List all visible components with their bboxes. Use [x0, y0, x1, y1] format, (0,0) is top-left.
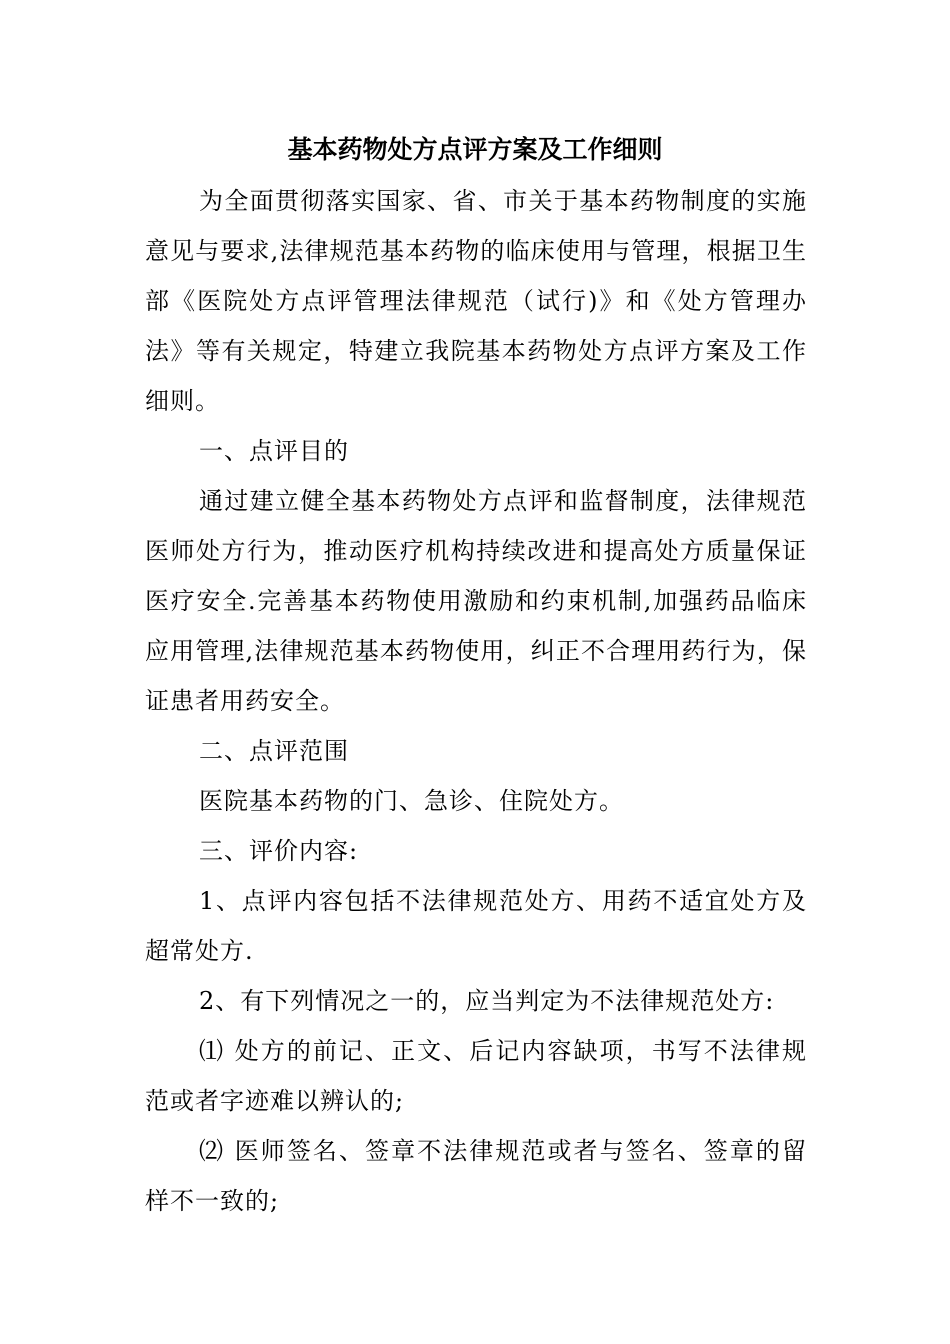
paragraph-item-2: 2、有下列情况之一的，应当判定为不法律规范处方:: [199, 987, 775, 1015]
paragraph-subitem-2: ⑵ 医师签名、签章不法律规范或者与签名、签章的留样不一致的;: [145, 1137, 807, 1215]
paragraph-intro: 为全面贯彻落实国家、省、市关于基本药物制度的实施意见与要求,法律规范基本药物的临床使用与管理，根据卫生部《医院处方点评管理法律规范（试行)》和《处方管理办法》等有关规定，特建立我院基本药物处方点评方案及工作细则。: [145, 187, 807, 415]
paragraph-scope: 医院基本药物的门、急诊、住院处方。: [199, 787, 624, 815]
section-heading-scope: 二、点评范围: [199, 737, 349, 765]
section-heading-content: 三、评价内容:: [199, 837, 359, 865]
paragraph-subitem-1: ⑴ 处方的前记、正文、后记内容缺项，书写不法律规范或者字迹难以辨认的;: [145, 1037, 807, 1115]
document-title: 基本药物处方点评方案及工作细则: [287, 135, 663, 164]
section-heading-purpose: 一、点评目的: [199, 437, 349, 465]
paragraph-purpose: 通过建立健全基本药物处方点评和监督制度，法律规范医师处方行为，推动医疗机构持续改进和提高处方质量保证医疗安全.完善基本药物使用激励和约束机制,加强药品临床应用管理,法律规范基本药物使用，纠正不合理用药行为，保证患者用药安全。: [145, 487, 807, 715]
paragraph-item-1: 1、点评内容包括不法律规范处方、用药不适宜处方及超常处方.: [145, 887, 807, 965]
document-body: [145, 176, 807, 1226]
